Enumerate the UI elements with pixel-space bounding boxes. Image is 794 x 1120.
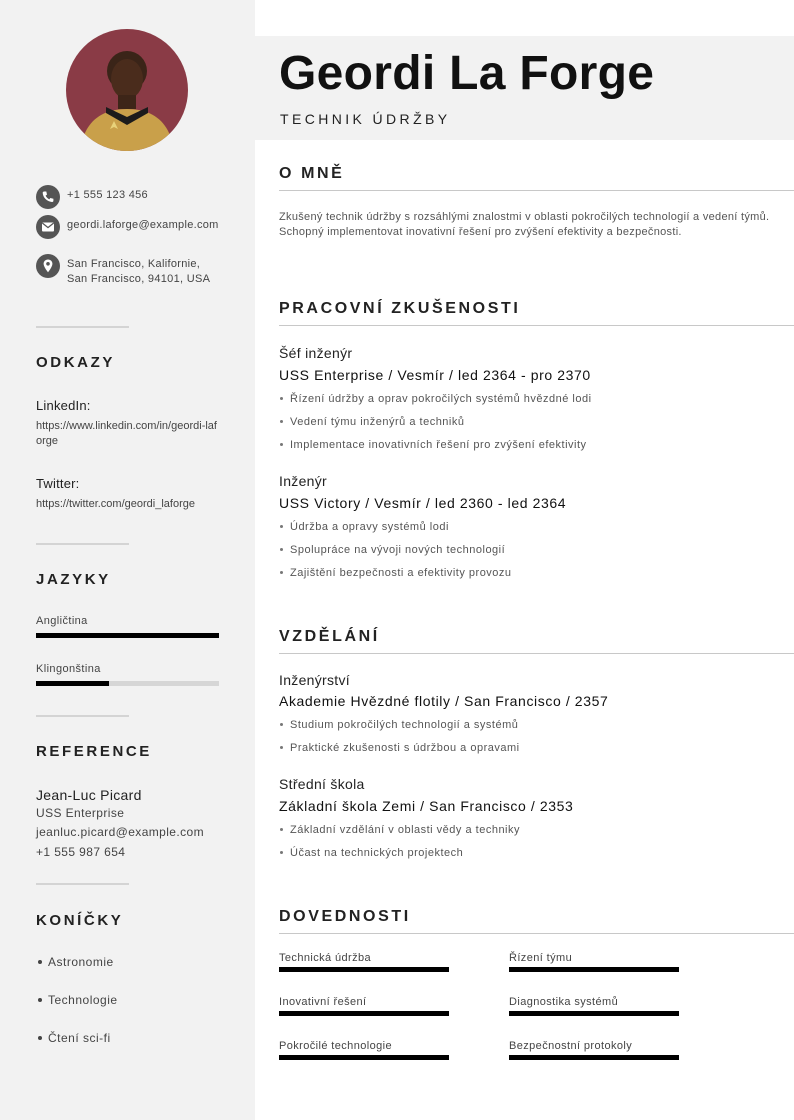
education-school: Základní škola Zemi / San Francisco / 2353 <box>279 798 574 814</box>
job-role: Inženýr <box>279 473 328 489</box>
list-item <box>280 393 592 405</box>
reference-email[interactable]: jeanluc.picard@example.com <box>36 825 204 839</box>
skill-item <box>509 1040 679 1060</box>
skill-item <box>279 996 449 1016</box>
job-org: USS Victory / Vesmír / led 2360 - led 2364 <box>279 495 567 511</box>
list-item-text: Zajištění bezpečnosti a efektivity provozu <box>290 567 512 579</box>
language-level-fill <box>36 633 219 638</box>
bullet-icon <box>280 525 283 528</box>
hobby-item <box>36 955 114 969</box>
hobby-label: Čtení sci-fi <box>48 1031 111 1045</box>
experience-heading: PRACOVNÍ ZKUŠENOSTI <box>279 300 521 317</box>
section-rule <box>279 653 794 654</box>
language-level-fill <box>36 681 109 686</box>
list-item <box>280 521 449 533</box>
bullet-icon <box>280 443 283 446</box>
skill-name: Pokročilé technologie <box>279 1040 392 1052</box>
skills-heading: DOVEDNOSTI <box>279 908 411 925</box>
divider <box>36 715 129 717</box>
language-level-bar <box>36 633 219 638</box>
phone-text: +1 555 123 456 <box>67 189 148 201</box>
linkedin-label: LinkedIn: <box>36 398 91 413</box>
list-item <box>280 544 505 556</box>
email-text[interactable]: geordi.laforge@example.com <box>67 219 219 231</box>
skill-name: Diagnostika systémů <box>509 996 619 1008</box>
skill-name: Řízení týmu <box>509 952 573 964</box>
address-text: San Francisco, Kalifornie, San Francisco, 94101, USA <box>67 258 211 285</box>
skill-name: Inovativní řešení <box>279 996 367 1008</box>
list-item <box>280 719 518 731</box>
education-heading: VZDĚLÁNÍ <box>279 628 380 645</box>
bullet-icon <box>280 746 283 749</box>
location-pin-icon <box>36 254 60 278</box>
sidebar <box>0 0 255 1120</box>
linkedin-link[interactable]: https://www.linkedin.com/in/geordi-laforge <box>36 420 217 447</box>
hobbies-heading: KONÍČKY <box>36 912 124 929</box>
person-name: Geordi La Forge <box>279 47 655 100</box>
bullet-icon <box>38 998 42 1002</box>
education-school: Akademie Hvězdné flotily / San Francisco / 2357 <box>279 693 609 709</box>
twitter-link[interactable]: https://twitter.com/geordi_laforge <box>36 498 195 510</box>
reference-phone: +1 555 987 654 <box>36 845 126 859</box>
about-text: Zkušený technik údržby s rozsáhlými znalostmi v oblasti pokročilých technologií a vedení týmů. Schopný implementovat inovativní řešení pro zvýšení efektivity a bezpečnosti. <box>279 211 770 238</box>
language-level-bar <box>36 681 219 686</box>
list-item-text: Řízení údržby a oprav pokročilých systémů hvězdné lodi <box>290 393 592 405</box>
bullet-icon <box>38 1036 42 1040</box>
bullet-icon <box>280 397 283 400</box>
skill-level-bar <box>509 967 679 972</box>
reference-name: Jean-Luc Picard <box>36 787 142 803</box>
skill-item <box>279 952 449 972</box>
bullet-icon <box>38 960 42 964</box>
skill-level-bar <box>279 1011 449 1016</box>
list-item <box>280 847 463 859</box>
list-item-text: Údržba a opravy systémů lodi <box>290 521 449 533</box>
hobby-label: Technologie <box>48 993 118 1007</box>
avatar-illustration <box>66 29 188 151</box>
language-name: Klingonština <box>36 663 101 675</box>
skill-name: Bezpečnostní protokoly <box>509 1040 633 1052</box>
hobby-item <box>36 993 118 1007</box>
references-heading: REFERENCE <box>36 743 152 760</box>
bullet-icon <box>280 420 283 423</box>
skill-level-bar <box>509 1055 679 1060</box>
list-item <box>280 824 520 836</box>
links-heading: ODKAZY <box>36 354 115 371</box>
list-item-text: Účast na technických projektech <box>290 847 464 859</box>
skill-level-bar <box>279 967 449 972</box>
languages-heading: JAZYKY <box>36 571 111 588</box>
section-rule <box>279 325 794 326</box>
list-item <box>280 742 520 754</box>
list-item <box>280 567 512 579</box>
divider <box>36 883 129 885</box>
list-item-text: Praktické zkušenosti s údržbou a opravami <box>290 742 520 754</box>
list-item <box>280 416 464 428</box>
job-org: USS Enterprise / Vesmír / led 2364 - pro 2370 <box>279 367 591 383</box>
skill-item <box>509 952 679 972</box>
bullet-icon <box>280 571 283 574</box>
list-item-text: Základní vzdělání v oblasti vědy a techniky <box>290 824 521 836</box>
hobby-item <box>36 1031 111 1045</box>
avatar <box>66 29 188 151</box>
twitter-label: Twitter: <box>36 476 80 491</box>
bullet-icon <box>280 548 283 551</box>
skill-item <box>279 1040 449 1060</box>
phone-icon <box>36 185 60 209</box>
list-item-text: Spolupráce na vývoji nových technologií <box>290 544 506 556</box>
list-item-text: Implementace inovativních řešení pro zvýšení efektivity <box>290 439 587 451</box>
reference-org: USS Enterprise <box>36 806 125 820</box>
about-heading: O MNĚ <box>279 165 345 182</box>
skill-name: Technická údržba <box>279 952 372 964</box>
bullet-icon <box>280 828 283 831</box>
email-icon <box>36 215 60 239</box>
education-field: Střední škola <box>279 776 365 792</box>
education-field: Inženýrství <box>279 672 350 688</box>
bullet-icon <box>280 851 283 854</box>
section-rule <box>279 933 794 934</box>
divider <box>36 326 129 328</box>
language-name: Angličtina <box>36 615 88 627</box>
list-item-text: Vedení týmu inženýrů a techniků <box>290 416 465 428</box>
section-rule <box>279 190 794 191</box>
skill-item <box>509 996 679 1016</box>
list-item-text: Studium pokročilých technologií a systémů <box>290 719 519 731</box>
skill-level-bar <box>509 1011 679 1016</box>
skill-level-bar <box>279 1055 449 1060</box>
bullet-icon <box>280 723 283 726</box>
divider <box>36 543 129 545</box>
job-role: Šéf inženýr <box>279 345 353 361</box>
list-item <box>280 439 587 451</box>
hobby-label: Astronomie <box>48 955 114 969</box>
job-title: TECHNIK ÚDRŽBY <box>280 111 451 127</box>
